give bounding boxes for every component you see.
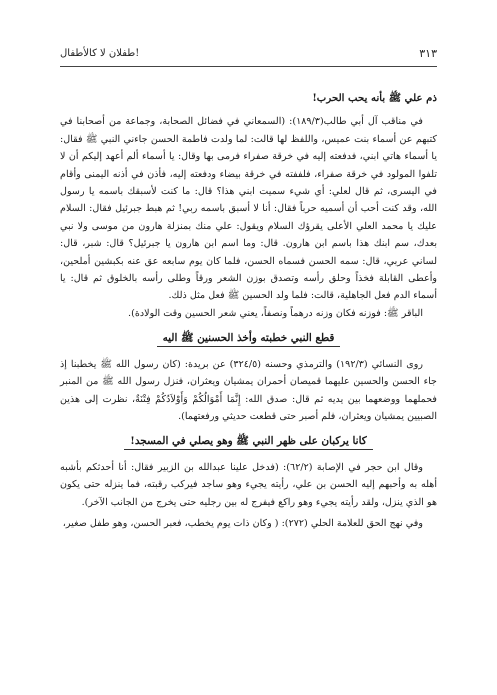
- paragraph: وفي نهج الحق للعلامة الحلي (٢٧٢): ( وكان ذات يوم يخطب، فعبر الحسن، وهو طفل صغير،: [62, 517, 423, 529]
- paragraph: الباقر ﷺ: فوزنه فكان وزنه درهماً ونصفاً، يعني شعر الحسين وقت الولادة).: [128, 307, 423, 319]
- page-number: ٣١٣: [419, 46, 437, 60]
- header-rule: [60, 66, 437, 67]
- section-heading: ذم علي ﷺ بأنه يحب الحرب!: [312, 92, 437, 104]
- section-title: [60, 330, 437, 349]
- section-heading: قطع النبي خطبته وأخذ الحسنين ﷺ اليه: [157, 332, 341, 347]
- section-title: [60, 433, 437, 452]
- page-header: [60, 44, 437, 62]
- page-body: [60, 88, 437, 532]
- paragraph: وقال ابن حجر في الإصابة (٦٢/٢): (فدخل علينا عبدالله بن الزبير فقال: أنا أحدثكم بأشبه أهله به وأحبهم إليه الحسن بن علي، رأيته يجيء وهو ساجد فيركب رقبته، فما ينزله حتى يكون هو الذي ينزل، ولقد رأيته يجيء وهو راكع فيفرج له بين رجليه حتى يخرج من الجانب الآخر).: [60, 461, 437, 508]
- running-title: طفلان لا كالأطفال!: [60, 47, 140, 59]
- section-heading: كانا يركبان على ظهر النبي ﷺ وهو يصلي في المسجد!: [124, 435, 372, 450]
- paragraph: روى النسائي (١٩٢/٣) والترمذي وحسنه (٣٢٤/٥) عن بريدة: (كان رسول الله ﷺ يخطبنا إذ جاء الحسن والحسين عليهما قميصان أحمران يمشيان ويعثران، فنزل رسول الله ﷺ من المنبر فحملهما ووضعهما بين يديه ثم قال: صدق الله: إِنَّمَا أَمْوَالُكُمْ وَأَوْلاَدُكُمْ فِتْنَةٌ، نظرت إلى هذين الصبيين يمشيان ويعثران، فلم أصبر حتى قطعت حديثي ورفعتهما).: [60, 358, 437, 422]
- paragraph: في مناقب آل أبي طالب(١٨٩/٣): (السمعاني في فضائل الصحابة، وجماعة من أصحابنا في كتبهم عن أسماء بنت عميس، واللفظ لها قالت: لما ولدت فاطمة الحسن جاءني النبي ﷺ فقال: يا أسماء هاتي ابني، فدفعته إليه في خرقة صفراء فرمى بها وقال: يا أسماء ألم أعهد إليكم أن لا تلفوا المولود في خرقة صفراء، فلففته في خرقة بيضاء ودفعته إليه، فأذن في أذنه اليمنى وأقام في اليسرى، ثم قال لعلي: أي شيء سميت ابني هذا؟ قال: ما كنت لأسبقك باسمه يا رسول الله، وقد كنت أحب أن أسميه حرباً فقال: أنا لا أسبق باسمه ربي! ثم هبط جبرئيل فقال: السلام عليك يا محمد العلي الأعلى يقرؤك السلام ويقول: علي منك بمنزلة هارون من موسى ولا نبي بعدك، سم ابنك هذا باسم ابن هارون. قال: وما اسم ابن هارون يا جبرئيل؟ قال: شبر، قال: لساني عربي، قال: سمه الحسن فسماه الحسن، فلما كان يوم سابعه عق عنه بكبشين أملحين، وأعطى القابلة فخذاً وحلق رأسه وتصدق بوزن الشعر ورقاً وطلى رأسه بالخلوق ثم قال: يا أسماء الدم فعل الجاهلية، قالت: فلما ولد الحسين ﷺ فعل مثل ذلك.: [60, 116, 437, 302]
